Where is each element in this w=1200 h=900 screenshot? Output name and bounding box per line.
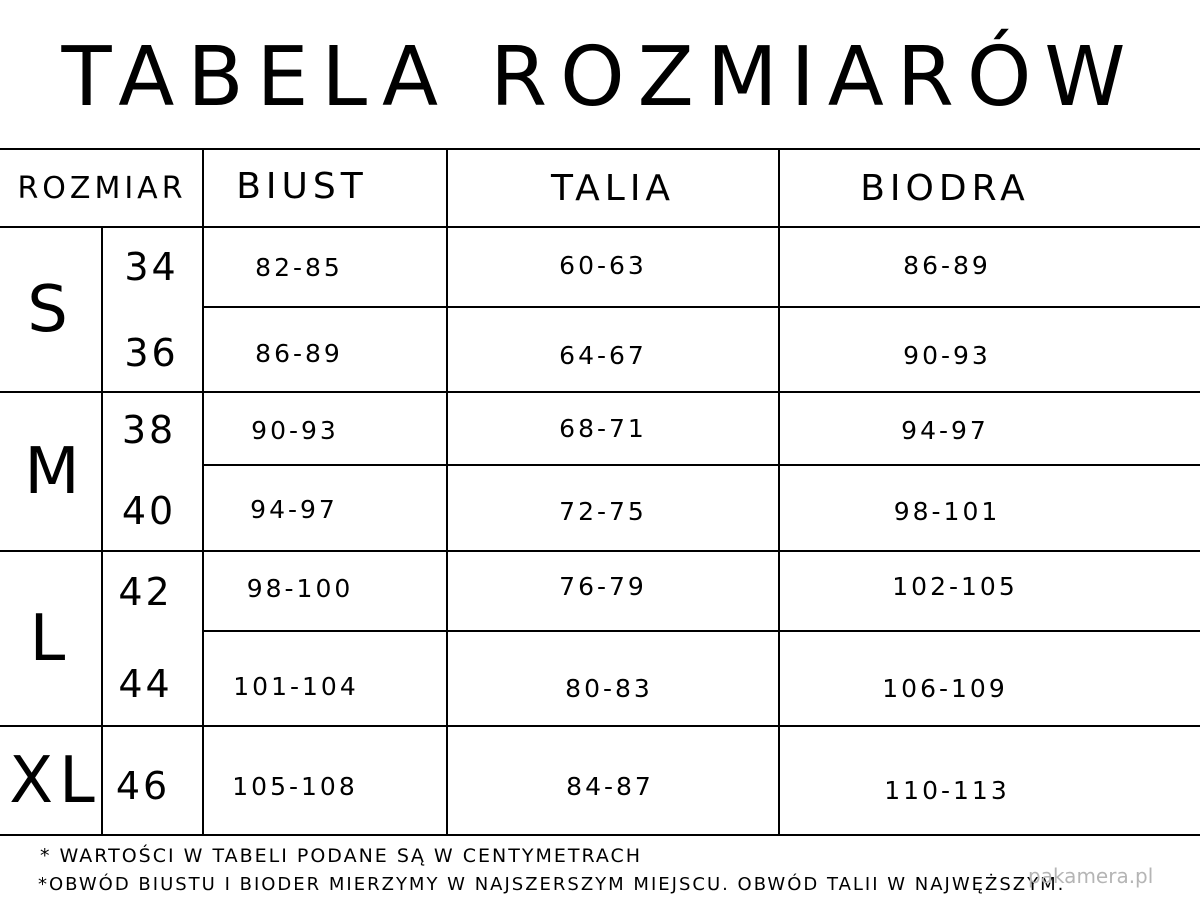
size-letter: L	[29, 601, 72, 676]
size-number: 46	[115, 764, 171, 808]
size-number: 34	[124, 245, 179, 289]
size-letter: XL	[9, 743, 101, 818]
bust-value: 98-100	[246, 573, 354, 603]
waist-value: 76-79	[559, 571, 647, 601]
size-number: 36	[124, 331, 179, 375]
bust-value: 101-104	[233, 671, 359, 701]
size-number: 42	[118, 570, 173, 614]
waist-value: 72-75	[559, 496, 647, 526]
waist-value: 68-71	[559, 413, 647, 443]
header-hips: BIODRA	[860, 167, 1030, 209]
waist-value: 60-63	[559, 250, 647, 280]
hips-value: 94-97	[901, 415, 989, 445]
size-letter: M	[24, 434, 86, 509]
header-waist: TALIA	[550, 167, 676, 209]
header-size: ROZMIAR	[17, 170, 187, 206]
bust-value: 90-93	[251, 415, 339, 445]
size-number: 44	[118, 662, 173, 706]
watermark: pakamera.pl	[1028, 864, 1154, 888]
waist-value: 80-83	[565, 673, 653, 703]
bust-value: 105-108	[232, 771, 358, 801]
header-bust: BIUST	[236, 165, 368, 207]
row-divider	[203, 630, 1200, 632]
page-title: TABELA ROZMIARÓW	[61, 30, 1139, 125]
bust-value: 82-85	[255, 252, 343, 282]
waist-value: 64-67	[559, 340, 647, 370]
hips-value: 110-113	[884, 775, 1010, 805]
footnote-units: * WARTOŚCI W TABELI PODANE SĄ W CENTYMETRACH	[40, 845, 643, 867]
hips-value: 98-101	[893, 496, 1001, 526]
size-number: 38	[121, 408, 177, 452]
size-letter: S	[27, 272, 74, 347]
footnote-measurement: *OBWÓD BIUSTU I BIODER MIERZYMY W NAJSZERSZYM MIEJSCU. OBWÓD TALII W NAJWĘŻSZYM.	[38, 874, 1066, 895]
row-divider	[203, 306, 1200, 308]
hips-value: 90-93	[903, 340, 991, 370]
bust-value: 86-89	[255, 338, 343, 368]
waist-value: 84-87	[566, 771, 654, 801]
hips-value: 86-89	[903, 250, 991, 280]
hips-value: 102-105	[892, 571, 1018, 601]
size-number: 40	[121, 489, 177, 533]
hips-value: 106-109	[882, 673, 1008, 703]
bust-value: 94-97	[250, 494, 338, 524]
